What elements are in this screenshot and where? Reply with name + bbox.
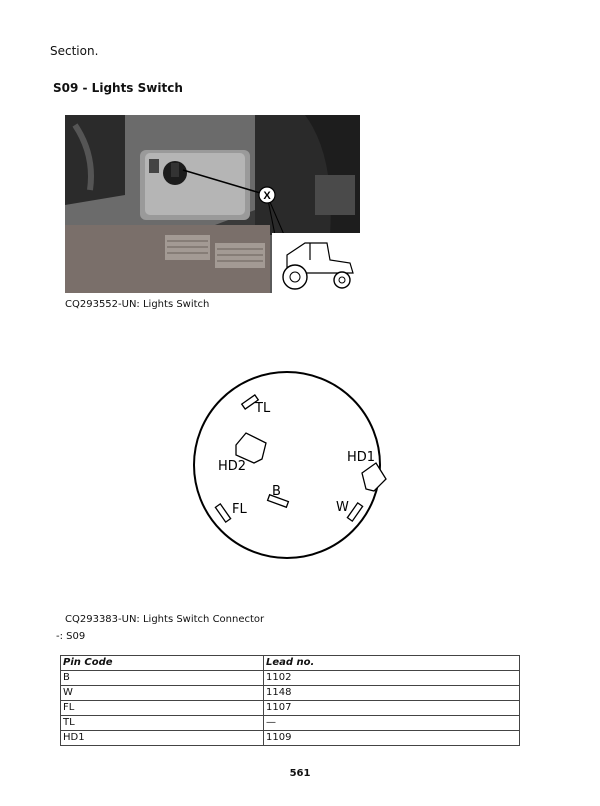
pin-label-tl: TL xyxy=(255,401,271,416)
pin-code-cell: HD1 xyxy=(61,731,264,746)
connector-reference: -: S09 xyxy=(56,631,86,642)
pin-code-cell: FL xyxy=(61,701,264,716)
table-header-row xyxy=(61,656,520,671)
lead-no-cell: 1102 xyxy=(264,671,520,686)
callout-x-label: X xyxy=(263,190,271,202)
table-row xyxy=(61,686,520,701)
page-heading: S09 - Lights Switch xyxy=(53,81,183,95)
figure-caption-photo: CQ293552-UN: Lights Switch xyxy=(65,299,210,310)
section-label: Section. xyxy=(50,44,99,58)
pin-label-hd1: HD1 xyxy=(347,450,376,465)
pin-code-cell: B xyxy=(61,671,264,686)
connector-diagram xyxy=(190,365,410,570)
pin-label-b: B xyxy=(272,484,281,499)
table-row xyxy=(61,701,520,716)
figure-caption-connector: CQ293383-UN: Lights Switch Connector xyxy=(65,614,265,625)
lead-no-cell: — xyxy=(264,716,520,731)
table-row xyxy=(61,671,520,686)
table-row xyxy=(61,731,520,746)
pin-label-hd2: HD2 xyxy=(218,459,247,474)
table-row xyxy=(61,716,520,731)
lights-switch-photo xyxy=(65,115,360,293)
pin-label-w: W xyxy=(336,500,349,515)
pin-code-cell: TL xyxy=(61,716,264,731)
pin-label-fl: FL xyxy=(232,502,247,517)
pin-table xyxy=(60,655,520,746)
lead-no-cell: 1107 xyxy=(264,701,520,716)
lead-no-cell: 1109 xyxy=(264,731,520,746)
header-pin-code: Pin Code xyxy=(61,656,264,671)
lead-no-cell: 1148 xyxy=(264,686,520,701)
header-lead-no: Lead no. xyxy=(264,656,520,671)
pin-code-cell: W xyxy=(61,686,264,701)
page-number: 561 xyxy=(289,768,311,779)
